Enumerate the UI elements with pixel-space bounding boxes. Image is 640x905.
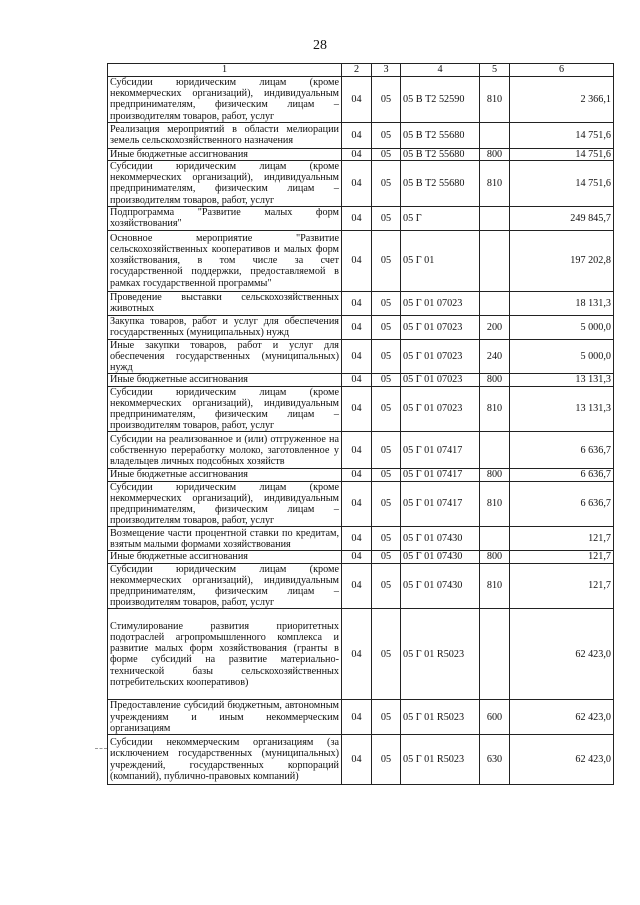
expense-type-cell: 240 bbox=[480, 339, 510, 374]
target-article-cell: 05 Г 01 R5023 bbox=[401, 609, 480, 700]
scan-artifact-line bbox=[95, 748, 107, 749]
expense-type-cell bbox=[480, 432, 510, 469]
expense-type-cell: 800 bbox=[480, 469, 510, 481]
table-row bbox=[108, 206, 614, 230]
expense-type-cell: 200 bbox=[480, 315, 510, 339]
amount-cell: 6 636,7 bbox=[510, 432, 614, 469]
row-name-cell: Реализация мероприятий в области мелиорации земель сельскохозяйственного назначения bbox=[108, 122, 342, 148]
budget-table bbox=[107, 63, 614, 785]
table-row bbox=[108, 230, 614, 291]
row-name-cell: Подпрограмма "Развитие малых форм хозяйствования" bbox=[108, 206, 342, 230]
amount-cell: 13 131,3 bbox=[510, 386, 614, 432]
amount-cell: 14 751,6 bbox=[510, 122, 614, 148]
section-code-cell: 04 bbox=[342, 291, 372, 315]
subsection-code-cell: 05 bbox=[372, 609, 401, 700]
amount-cell: 62 423,0 bbox=[510, 609, 614, 700]
target-article-cell: 05 В Т2 55680 bbox=[401, 148, 480, 160]
section-code-cell: 04 bbox=[342, 481, 372, 527]
target-article-cell: 05 Г 01 07417 bbox=[401, 432, 480, 469]
expense-type-cell: 810 bbox=[480, 563, 510, 609]
section-code-cell: 04 bbox=[342, 432, 372, 469]
subsection-code-cell: 05 bbox=[372, 563, 401, 609]
subsection-code-cell: 05 bbox=[372, 339, 401, 374]
table-row bbox=[108, 481, 614, 527]
row-name-cell: Субсидии юридическим лицам (кроме некоммерческих организаций), индивидуальным предпринимателям, физическим лицам – производителям товаров, работ, услуг bbox=[108, 386, 342, 432]
target-article-cell: 05 Г 01 07430 bbox=[401, 551, 480, 563]
section-code-cell: 04 bbox=[342, 551, 372, 563]
expense-type-cell bbox=[480, 122, 510, 148]
section-code-cell: 04 bbox=[342, 206, 372, 230]
row-name-cell: Предоставление субсидий бюджетным, автономным учреждениям и иным некоммерческим организациям bbox=[108, 700, 342, 735]
section-code-cell: 04 bbox=[342, 230, 372, 291]
expense-type-cell bbox=[480, 609, 510, 700]
target-article-cell: 05 Г 01 07023 bbox=[401, 291, 480, 315]
target-article-cell: 05 Г 01 07023 bbox=[401, 339, 480, 374]
row-name-cell: Субсидии юридическим лицам (кроме некоммерческих организаций), индивидуальным предпринимателям, физическим лицам – производителям товаров, работ, услуг bbox=[108, 481, 342, 527]
target-article-cell: 05 Г 01 07023 bbox=[401, 315, 480, 339]
amount-cell: 6 636,7 bbox=[510, 481, 614, 527]
header-cell: 1 bbox=[108, 64, 342, 77]
header-cell: 5 bbox=[480, 64, 510, 77]
section-code-cell: 04 bbox=[342, 161, 372, 207]
row-name-cell: Субсидии юридическим лицам (кроме некоммерческих организаций), индивидуальным предпринимателям, физическим лицам – производителям товаров, работ, услуг bbox=[108, 161, 342, 207]
row-name-cell: Закупка товаров, работ и услуг для обеспечения государственных (муниципальных) нужд bbox=[108, 315, 342, 339]
amount-cell: 13 131,3 bbox=[510, 374, 614, 386]
subsection-code-cell: 05 bbox=[372, 161, 401, 207]
expense-type-cell: 800 bbox=[480, 148, 510, 160]
subsection-code-cell: 05 bbox=[372, 469, 401, 481]
table-row bbox=[108, 315, 614, 339]
amount-cell: 5 000,0 bbox=[510, 339, 614, 374]
header-cell: 2 bbox=[342, 64, 372, 77]
row-name-cell: Субсидии юридическим лицам (кроме некоммерческих организаций), индивидуальным предпринимателям, физическим лицам – производителям товаров, работ, услуг bbox=[108, 77, 342, 123]
expense-type-cell bbox=[480, 291, 510, 315]
amount-cell: 5 000,0 bbox=[510, 315, 614, 339]
table-row bbox=[108, 469, 614, 481]
row-name-cell: Субсидии некоммерческим организациям (за исключением государственных (муниципальных) учреждений, государственных корпораций (компаний), публично-правовых компаний) bbox=[108, 735, 342, 785]
table-row bbox=[108, 700, 614, 735]
expense-type-cell bbox=[480, 527, 510, 551]
header-cell: 4 bbox=[401, 64, 480, 77]
table-row bbox=[108, 386, 614, 432]
amount-cell: 121,7 bbox=[510, 563, 614, 609]
section-code-cell: 04 bbox=[342, 563, 372, 609]
section-code-cell: 04 bbox=[342, 386, 372, 432]
expense-type-cell bbox=[480, 206, 510, 230]
target-article-cell: 05 В Т2 52590 bbox=[401, 77, 480, 123]
subsection-code-cell: 05 bbox=[372, 481, 401, 527]
row-name-cell: Субсидии на реализованное и (или) отгруженное на собственную переработку молоко, заготовленное у владельцев личных подсобных хозяйств bbox=[108, 432, 342, 469]
target-article-cell: 05 Г 01 R5023 bbox=[401, 700, 480, 735]
amount-cell: 18 131,3 bbox=[510, 291, 614, 315]
row-name-cell: Иные бюджетные ассигнования bbox=[108, 551, 342, 563]
amount-cell: 62 423,0 bbox=[510, 735, 614, 785]
header-cell: 6 bbox=[510, 64, 614, 77]
table-row bbox=[108, 609, 614, 700]
amount-cell: 6 636,7 bbox=[510, 469, 614, 481]
row-name-cell: Проведение выставки сельскохозяйственных животных bbox=[108, 291, 342, 315]
amount-cell: 197 202,8 bbox=[510, 230, 614, 291]
row-name-cell: Стимулирование развития приоритетных подотраслей агропромышленного комплекса и развитие малых форм хозяйствования (гранты в форме субсидий на развитие материально-технической базы сельскохозяйственных потребительских кооперативов) bbox=[108, 609, 342, 700]
target-article-cell: 05 Г bbox=[401, 206, 480, 230]
expense-type-cell: 810 bbox=[480, 481, 510, 527]
subsection-code-cell: 05 bbox=[372, 374, 401, 386]
expense-type-cell bbox=[480, 230, 510, 291]
subsection-code-cell: 05 bbox=[372, 291, 401, 315]
section-code-cell: 04 bbox=[342, 527, 372, 551]
table-row bbox=[108, 374, 614, 386]
table-row bbox=[108, 291, 614, 315]
section-code-cell: 04 bbox=[342, 77, 372, 123]
target-article-cell: 05 Г 01 07430 bbox=[401, 563, 480, 609]
amount-cell: 14 751,6 bbox=[510, 161, 614, 207]
target-article-cell: 05 Г 01 R5023 bbox=[401, 735, 480, 785]
target-article-cell: 05 Г 01 07023 bbox=[401, 386, 480, 432]
table-row bbox=[108, 563, 614, 609]
row-name-cell: Основное мероприятие "Развитие сельскохозяйственных кооперативов и малых форм хозяйствования, в том числе за счет государственной поддержки, предоставляемой в рамках государственной программы" bbox=[108, 230, 342, 291]
subsection-code-cell: 05 bbox=[372, 122, 401, 148]
subsection-code-cell: 05 bbox=[372, 230, 401, 291]
section-code-cell: 04 bbox=[342, 609, 372, 700]
subsection-code-cell: 05 bbox=[372, 700, 401, 735]
amount-cell: 249 845,7 bbox=[510, 206, 614, 230]
header-cell: 3 bbox=[372, 64, 401, 77]
subsection-code-cell: 05 bbox=[372, 551, 401, 563]
subsection-code-cell: 05 bbox=[372, 386, 401, 432]
table-row bbox=[108, 527, 614, 551]
section-code-cell: 04 bbox=[342, 374, 372, 386]
section-code-cell: 04 bbox=[342, 315, 372, 339]
amount-cell: 62 423,0 bbox=[510, 700, 614, 735]
expense-type-cell: 810 bbox=[480, 161, 510, 207]
amount-cell: 121,7 bbox=[510, 527, 614, 551]
subsection-code-cell: 05 bbox=[372, 77, 401, 123]
row-name-cell: Иные закупки товаров, работ и услуг для обеспечения государственных (муниципальных) нужд bbox=[108, 339, 342, 374]
row-name-cell: Иные бюджетные ассигнования bbox=[108, 148, 342, 160]
page-number: 28 bbox=[313, 38, 327, 53]
table-header-row bbox=[108, 64, 614, 77]
table-row bbox=[108, 161, 614, 207]
expense-type-cell: 810 bbox=[480, 77, 510, 123]
target-article-cell: 05 Г 01 07417 bbox=[401, 481, 480, 527]
subsection-code-cell: 05 bbox=[372, 206, 401, 230]
section-code-cell: 04 bbox=[342, 122, 372, 148]
amount-cell: 2 366,1 bbox=[510, 77, 614, 123]
table-row bbox=[108, 735, 614, 785]
expense-type-cell: 800 bbox=[480, 551, 510, 563]
subsection-code-cell: 05 bbox=[372, 315, 401, 339]
section-code-cell: 04 bbox=[342, 469, 372, 481]
table-row bbox=[108, 77, 614, 123]
subsection-code-cell: 05 bbox=[372, 527, 401, 551]
subsection-code-cell: 05 bbox=[372, 735, 401, 785]
target-article-cell: 05 Г 01 bbox=[401, 230, 480, 291]
row-name-cell: Иные бюджетные ассигнования bbox=[108, 469, 342, 481]
section-code-cell: 04 bbox=[342, 148, 372, 160]
table-row bbox=[108, 122, 614, 148]
subsection-code-cell: 05 bbox=[372, 432, 401, 469]
row-name-cell: Возмещение части процентной ставки по кредитам, взятым малыми формами хозяйствования bbox=[108, 527, 342, 551]
section-code-cell: 04 bbox=[342, 735, 372, 785]
table-row bbox=[108, 432, 614, 469]
table-row bbox=[108, 551, 614, 563]
table-row bbox=[108, 339, 614, 374]
target-article-cell: 05 В Т2 55680 bbox=[401, 161, 480, 207]
table-row bbox=[108, 148, 614, 160]
expense-type-cell: 800 bbox=[480, 374, 510, 386]
target-article-cell: 05 Г 01 07023 bbox=[401, 374, 480, 386]
amount-cell: 121,7 bbox=[510, 551, 614, 563]
section-code-cell: 04 bbox=[342, 700, 372, 735]
amount-cell: 14 751,6 bbox=[510, 148, 614, 160]
row-name-cell: Субсидии юридическим лицам (кроме некоммерческих организаций), индивидуальным предпринимателям, физическим лицам – производителям товаров, работ, услуг bbox=[108, 563, 342, 609]
expense-type-cell: 630 bbox=[480, 735, 510, 785]
section-code-cell: 04 bbox=[342, 339, 372, 374]
expense-type-cell: 600 bbox=[480, 700, 510, 735]
subsection-code-cell: 05 bbox=[372, 148, 401, 160]
target-article-cell: 05 Г 01 07430 bbox=[401, 527, 480, 551]
target-article-cell: 05 В Т2 55680 bbox=[401, 122, 480, 148]
target-article-cell: 05 Г 01 07417 bbox=[401, 469, 480, 481]
row-name-cell: Иные бюджетные ассигнования bbox=[108, 374, 342, 386]
expense-type-cell: 810 bbox=[480, 386, 510, 432]
